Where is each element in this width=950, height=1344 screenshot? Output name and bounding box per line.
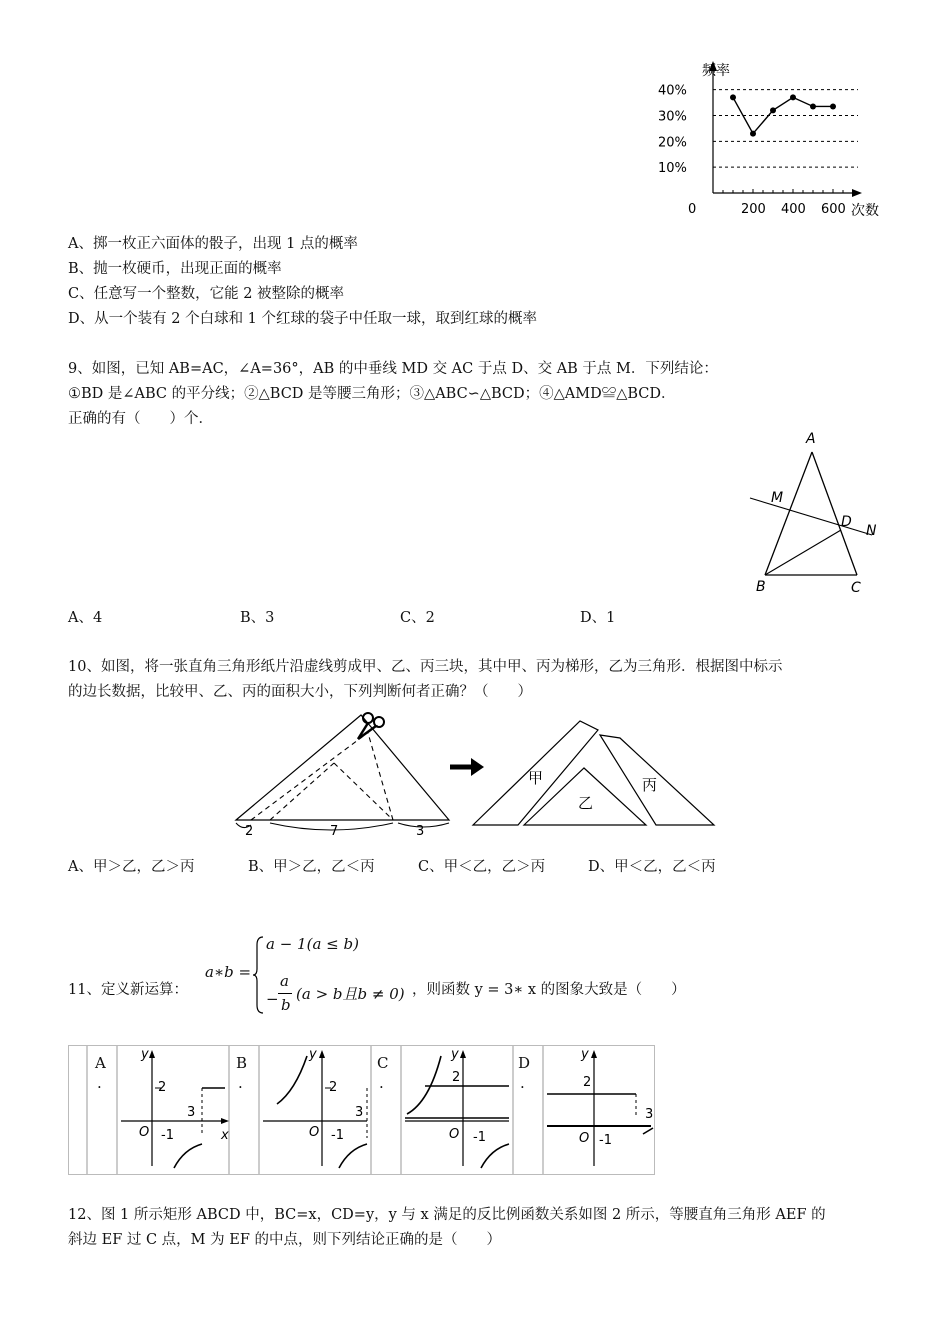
q10-option-d: D、甲＜乙，乙＜丙	[588, 859, 716, 875]
svg-text:y: y	[141, 1047, 149, 1062]
q9-option-c: C、2	[400, 610, 435, 626]
q9-stem-line1: 9、如图，已知 AB=AC，∠A=36°，AB 的中垂线 MD 交 AC 于点 D、交 AB 于点 M．下列结论：	[68, 361, 718, 377]
data-point	[790, 94, 796, 100]
q9-stem-line2: ①BD 是∠ABC 的平分线；②△BCD 是等腰三角形；③△ABC∽△BCD；④△AMD≌△BCD．	[68, 386, 676, 402]
y-axis-label: 频率	[702, 63, 730, 79]
q9-option-a: A、4	[68, 610, 103, 626]
data-point	[830, 103, 836, 109]
x-axis-label: 次数	[851, 203, 879, 219]
q11-option-graphs	[68, 1045, 655, 1175]
label-n: N	[866, 523, 877, 539]
y-tick-label: 10%	[658, 161, 687, 177]
q9-stem-line3: 正确的有（ ）个．	[68, 411, 213, 427]
q9-triangle-figure	[740, 425, 890, 600]
data-point	[730, 94, 736, 100]
svg-text:y: y	[309, 1047, 317, 1062]
q9-option-b: B、3	[240, 610, 275, 626]
svg-text:-1: -1	[161, 1128, 174, 1143]
q11-case2-condition: (a > b且b ≠ 0)	[296, 985, 405, 1003]
q12-stem-line1: 12、图 1 所示矩形 ABCD 中，BC=x，CD=y，y 与 x 满足的反比例函数关系如图 2 所示，等腰直角三角形 AEF 的	[68, 1207, 826, 1223]
frequency-line-chart	[640, 55, 890, 225]
q10-option-a: A、甲＞乙，乙＞丙	[68, 859, 195, 875]
svg-text:O: O	[139, 1125, 150, 1140]
q11-suffix: ，则函数 y = 3∗ x 的图象大致是（ ）	[412, 982, 686, 998]
graph-a-dot: .	[97, 1074, 102, 1092]
label-bing: 丙	[642, 776, 658, 794]
graph-d	[547, 1047, 653, 1166]
svg-text:O: O	[449, 1127, 460, 1142]
graph-a	[121, 1047, 229, 1168]
label-m: M	[771, 490, 784, 506]
dim-2: 2	[245, 824, 254, 839]
q10-option-b: B、甲＞乙，乙＜丙	[248, 859, 375, 875]
graph-b	[263, 1047, 367, 1168]
label-jia: 甲	[528, 769, 544, 787]
svg-text:x: x	[221, 1128, 229, 1143]
fraction-bar	[278, 993, 292, 994]
q11-case2-numerator: a	[280, 972, 289, 990]
q10-option-c: C、甲＜乙，乙＞丙	[418, 859, 546, 875]
y-tick-label: 20%	[658, 135, 687, 151]
label-a: A	[806, 431, 816, 447]
q11-case2-denominator: b	[281, 996, 291, 1014]
graph-d-letter: D	[518, 1054, 531, 1072]
label-c: C	[851, 580, 861, 596]
svg-text:O: O	[579, 1131, 590, 1146]
data-point	[750, 131, 756, 137]
data-point	[810, 103, 816, 109]
q11-lhs: a∗b =	[205, 963, 252, 981]
q11-prefix: 11、定义新运算：	[68, 982, 188, 998]
svg-text:-1: -1	[331, 1128, 344, 1143]
label-d: D	[841, 514, 852, 530]
q12-stem-line2: 斜边 EF 过 C 点，M 为 EF 的中点，则下列结论正确的是（ ）	[68, 1232, 501, 1248]
svg-text:y: y	[581, 1047, 589, 1062]
y-tick-label: 40%	[658, 83, 687, 99]
q11-case1: a − 1(a ≤ b)	[266, 935, 359, 953]
data-point	[770, 107, 776, 113]
x-tick-label: 400	[781, 202, 806, 217]
svg-text:2: 2	[329, 1080, 338, 1095]
x-tick-label: 200	[741, 202, 766, 217]
q8-option-a: A、掷一枚正六面体的骰子，出现 1 点的概率	[68, 236, 358, 252]
q9-option-d: D、1	[580, 610, 616, 626]
x-tick-label: 0	[688, 202, 697, 217]
svg-text:-1: -1	[473, 1130, 486, 1145]
x-axis-arrow	[852, 189, 862, 197]
q8-option-c: C、任意写一个整数，它能 2 被整除的概率	[68, 286, 345, 302]
chart-tick-labels	[658, 84, 846, 217]
svg-text:2: 2	[158, 1080, 167, 1095]
q10-cut-triangle-figure	[228, 705, 728, 847]
svg-text:3: 3	[645, 1107, 654, 1122]
x-tick-label: 600	[821, 202, 846, 217]
graph-c-dot: .	[379, 1074, 384, 1092]
graph-b-letter: B	[236, 1054, 248, 1072]
svg-text:3: 3	[355, 1105, 364, 1120]
graph-b-dot: .	[238, 1074, 243, 1092]
q8-option-d: D、从一个装有 2 个白球和 1 个红球的袋子中任取一球，取到红球的概率	[68, 311, 538, 327]
svg-text:y: y	[451, 1047, 459, 1062]
svg-text:-1: -1	[599, 1133, 612, 1148]
q10-stem-line2: 的边长数据，比较甲、乙、丙的面积大小，下列判断何者正确？（ ）	[68, 684, 532, 700]
q10-stem-line1: 10、如图，将一张直角三角形纸片沿虚线剪成甲、乙、丙三块，其中甲、丙为梯形，乙为三角形．根据图中标示	[68, 659, 783, 675]
label-yi: 乙	[578, 794, 594, 812]
q8-option-b: B、抛一枚硬币，出现正面的概率	[68, 261, 282, 277]
svg-text:3: 3	[187, 1105, 196, 1120]
graph-c-letter: C	[377, 1054, 389, 1072]
svg-text:O: O	[309, 1125, 320, 1140]
dim-3: 3	[416, 824, 425, 839]
brace-icon	[252, 935, 264, 1015]
graph-a-letter: A	[95, 1054, 106, 1072]
label-b: B	[756, 579, 766, 595]
y-tick-label: 30%	[658, 109, 687, 125]
svg-text:2: 2	[583, 1075, 592, 1090]
dim-7: 7	[330, 824, 339, 839]
graph-d-dot: .	[520, 1074, 525, 1092]
graph-c	[405, 1047, 509, 1168]
svg-text:2: 2	[452, 1070, 461, 1085]
q11-case2-minus: −	[266, 990, 279, 1008]
